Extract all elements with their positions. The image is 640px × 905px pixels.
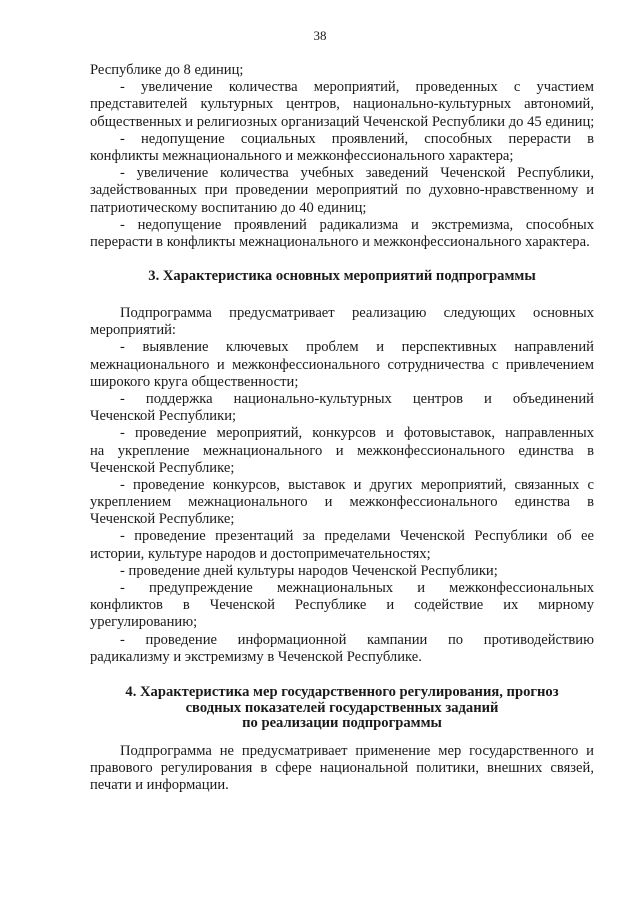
text-line: Подпрограмма не предусматривает применение мер государственного и (120, 743, 594, 759)
text-line: истории, культуре народов и достопримечательностях; (90, 545, 431, 562)
section-heading-4 (90, 685, 594, 732)
text-line: мероприятий: (90, 322, 176, 339)
text-line: печати и информации. (90, 777, 229, 794)
text-line: задействованных при проведении мероприятий по духовно-нравственному и (90, 182, 594, 199)
text-line: укреплением межнационального и межконфессионального единства в (90, 494, 594, 511)
text-line: Подпрограмма предусматривает реализацию следующих основных (120, 305, 594, 321)
text-line: - поддержка национально-культурных центров и объединений (120, 390, 594, 407)
text-line: Чеченской Республике; (90, 459, 235, 476)
page-number: 38 (313, 28, 327, 43)
text-line: - проведение конкурсов, выставок и других мероприятий, связанных с (120, 476, 594, 493)
heading-4-line-3: по реализации подпрограммы (242, 715, 442, 731)
text-line: Республике до 8 единиц; (90, 62, 244, 78)
text-line: представителей культурных центров, национально-культурных автономий, (90, 96, 594, 113)
text-line: конфликты межнационального и межконфессионального характера; (90, 147, 514, 164)
section-heading-3: 3. Характеристика основных мероприятий подпрограммы (148, 268, 536, 284)
text-line: перерасти в конфликты межнационального и межконфессионального характера. (90, 233, 590, 250)
text-line: широкого круга общественности; (90, 373, 299, 390)
text-line: конфликтов в Чеченской Республике и содействие их мирному (90, 597, 594, 614)
text-line: правового регулирования в сфере национальной политики, внешних связей, (90, 760, 594, 777)
text-line: - проведение мероприятий, конкурсов и фотовыставок, направленных (120, 425, 594, 442)
text-line: - недопущение проявлений радикализма и экстремизма, способных (120, 216, 594, 233)
text-line: межнационального и межконфессионального сотрудничества с привлечением (90, 356, 594, 373)
heading-4-line-1: 4. Характеристика мер государственного регулирования, прогноз (125, 684, 559, 700)
heading-4-line-2: сводных показателей государственных заданий (185, 699, 499, 716)
text-line: - недопущение социальных проявлений, способных перерасти в (120, 130, 594, 147)
text-line: - проведение дней культуры народов Чеченской Республики; (120, 562, 498, 579)
text-line: - проведение презентаций за пределами Чеченской Республики об ее (120, 528, 594, 545)
text-line: на укрепление межнационального и межконфессионального единства в (90, 442, 594, 459)
text-line: Чеченской Республике; (90, 511, 235, 528)
text-line: Чеченской Республики; (90, 408, 237, 425)
text-line: радикализму и экстремизму в Чеченской Республике. (90, 648, 422, 665)
text-line: - выявление ключевых проблем и перспективных направлений (120, 339, 594, 356)
text-line: урегулированию; (90, 614, 198, 631)
text-line: - увеличение количества учебных заведений Чеченской Республики, (120, 165, 594, 182)
paragraph-block-regulation (90, 743, 594, 795)
text-line: общественных и религиозных организаций Чеченской Республики до 45 единиц; (90, 113, 595, 130)
text-line: - увеличение количества мероприятий, проведенных с участием (120, 79, 594, 96)
paragraph-block-activities (90, 305, 594, 666)
paragraph-block-results (90, 62, 594, 251)
text-line: - предупреждение межнациональных и межконфессиональных (120, 580, 594, 596)
text-line: - проведение информационной кампании по противодействию (120, 631, 594, 648)
text-line: патриотическому воспитанию до 40 единиц; (90, 199, 367, 216)
